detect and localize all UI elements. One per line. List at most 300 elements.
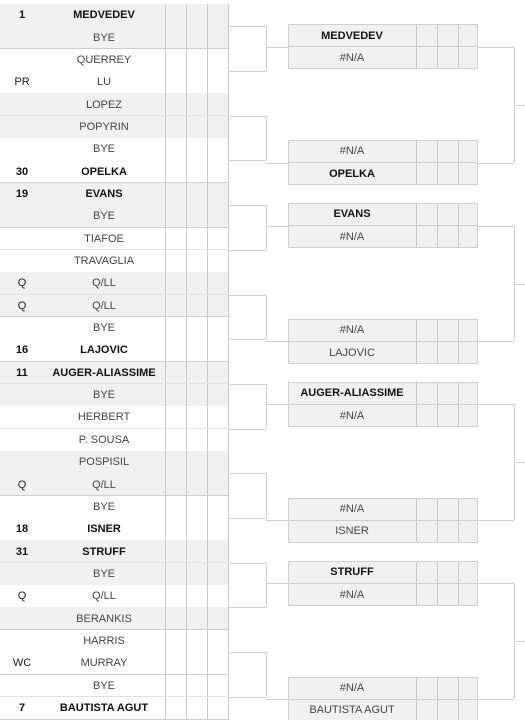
bracket-connector [266, 116, 267, 161]
bracket-connector [478, 226, 514, 227]
bracket-connector [266, 520, 288, 521]
score-cell [186, 384, 207, 406]
player-name: POPYRIN [79, 120, 129, 133]
score-cell [186, 49, 207, 71]
player-name: BYE [92, 210, 115, 223]
score-cell-border [228, 295, 249, 317]
draw-row [0, 406, 229, 428]
score-cell [165, 228, 186, 250]
score-cell [186, 339, 207, 361]
seed-label [0, 93, 44, 115]
score-cell [165, 116, 186, 138]
bracket-connector [514, 284, 525, 285]
score-cell-border [228, 406, 249, 428]
score-cell [186, 93, 207, 115]
score-cell [207, 362, 228, 384]
score-cell [186, 205, 207, 227]
player-name: HARRIS [83, 634, 125, 647]
score-cell [186, 429, 207, 451]
draw-row [0, 26, 229, 48]
bracket-connector [478, 583, 514, 584]
score-cell-border [228, 339, 249, 361]
seed-label [0, 26, 44, 48]
draw-row [0, 49, 229, 71]
bracket-connector [229, 71, 266, 72]
score-cell [186, 250, 207, 272]
score-cell [186, 116, 207, 138]
player-name: ISNER [335, 525, 369, 538]
score-cell [186, 607, 207, 629]
draw-row [0, 295, 229, 317]
score-cell [186, 26, 207, 48]
score-cell-border [228, 26, 249, 48]
match-border [288, 140, 478, 185]
player-name: BYE [92, 322, 115, 335]
draw-row [0, 697, 229, 719]
score-cell [165, 697, 186, 719]
score-cell-border [228, 250, 249, 272]
score-cell [207, 339, 228, 361]
score-cell [186, 675, 207, 697]
score-cell [186, 4, 207, 26]
bracket-connector [514, 462, 525, 463]
player-name: TIAFOE [84, 232, 124, 245]
draw-row [0, 540, 229, 562]
seed-label: 16 [15, 344, 29, 357]
player-name: Q/LL [92, 299, 116, 312]
score-cell [207, 451, 228, 473]
match-border [288, 24, 478, 69]
player-name: TRAVAGLIA [73, 255, 135, 268]
draw-row [0, 496, 229, 518]
draw-row [0, 362, 229, 384]
score-cell [165, 205, 186, 227]
score-cell [207, 93, 228, 115]
seed-label: PR [14, 76, 30, 89]
seed-label [0, 384, 44, 406]
score-cell-border [228, 272, 249, 294]
score-cell [186, 652, 207, 674]
draw-row [0, 451, 229, 473]
player-name: Q/LL [92, 590, 116, 603]
bracket-connector [478, 404, 514, 405]
score-cell [207, 272, 228, 294]
bracket-connector [478, 341, 514, 342]
score-cell [207, 585, 228, 607]
score-cell [207, 496, 228, 518]
player-name: #N/A [339, 230, 365, 243]
round2-match [288, 203, 478, 248]
player-name: P. SOUSA [78, 433, 130, 446]
seed-label [0, 451, 44, 473]
score-cell [165, 518, 186, 540]
seed-label [0, 205, 44, 227]
score-cell [207, 228, 228, 250]
score-cell-border [228, 116, 249, 138]
round2-match [288, 561, 478, 606]
score-cell [186, 540, 207, 562]
score-cell [207, 384, 228, 406]
bracket-connector [266, 205, 267, 250]
player-name: MEDVEDEV [73, 9, 135, 22]
seed-label: 18 [15, 523, 29, 536]
draw-row [0, 429, 229, 451]
score-cell [186, 697, 207, 719]
score-cell-border [228, 429, 249, 451]
bracket-connector [229, 160, 266, 161]
score-cell [207, 183, 228, 205]
player-name: LOPEZ [85, 98, 123, 111]
seed-label: Q [17, 299, 27, 312]
round2-match [288, 319, 478, 364]
draw-row [0, 630, 229, 652]
score-cell-border [228, 563, 249, 585]
bracket-connector [478, 163, 514, 164]
score-cell [165, 183, 186, 205]
bracket-connector [229, 473, 266, 474]
player-name: #N/A [339, 52, 365, 65]
seed-label: 1 [18, 9, 26, 22]
player-name: STRUFF [330, 566, 374, 578]
seed-label [0, 406, 44, 428]
score-cell-border [228, 585, 249, 607]
score-cell [207, 675, 228, 697]
player-name: EVANS [85, 187, 123, 200]
round2-match [288, 382, 478, 427]
score-cell [207, 160, 228, 182]
player-name: ISNER [87, 523, 121, 536]
score-cell [165, 563, 186, 585]
player-name: AUGER-ALIASSIME [52, 366, 156, 379]
player-name: MURRAY [80, 657, 128, 670]
draw-row [0, 228, 229, 250]
score-cell-border [228, 205, 249, 227]
score-cell [165, 451, 186, 473]
score-cell [165, 496, 186, 518]
score-cell [165, 652, 186, 674]
seed-label: 31 [15, 545, 29, 558]
match-border [288, 498, 478, 543]
score-cell [165, 362, 186, 384]
score-cell [165, 585, 186, 607]
seed-label [0, 607, 44, 629]
player-name: LAJOVIC [80, 344, 128, 357]
player-name: MEDVEDEV [321, 29, 383, 42]
score-cell [165, 250, 186, 272]
score-cell [165, 607, 186, 629]
bracket-connector [229, 607, 266, 608]
player-name: OPELKA [81, 165, 127, 178]
player-name: Q/LL [92, 478, 116, 491]
draw-row [0, 473, 229, 495]
score-cell [165, 317, 186, 339]
bracket-connector [514, 105, 525, 106]
player-name: BYE [92, 500, 115, 513]
score-cell [165, 160, 186, 182]
score-cell [186, 71, 207, 93]
player-name: BAUTISTA AGUT [309, 704, 395, 717]
draw-row [0, 138, 229, 160]
seed-label [0, 496, 44, 518]
score-cell [207, 406, 228, 428]
draw-row [0, 250, 229, 272]
bracket-connector [478, 520, 514, 521]
round2-match [288, 140, 478, 185]
score-cell [207, 429, 228, 451]
seed-label: 30 [15, 165, 29, 178]
seed-label [0, 138, 44, 160]
player-name: AUGER-ALIASSIME [300, 387, 404, 400]
round2-match [288, 498, 478, 543]
match-border [288, 319, 478, 364]
player-name: POSPISIL [78, 456, 130, 469]
bracket-connector [266, 295, 267, 340]
seed-label [0, 228, 44, 250]
score-cell-border [228, 4, 249, 26]
score-cell [165, 272, 186, 294]
score-cell [186, 518, 207, 540]
score-cell [165, 295, 186, 317]
score-cell [186, 496, 207, 518]
seed-label: 19 [15, 187, 29, 200]
player-name: BYE [92, 31, 115, 44]
score-cell [165, 675, 186, 697]
bracket-connector [229, 295, 266, 296]
score-cell [207, 26, 228, 48]
score-cell-border [228, 496, 249, 518]
seed-label [0, 317, 44, 339]
player-name: BYE [92, 679, 115, 692]
seed-label [0, 116, 44, 138]
seed-label [0, 630, 44, 652]
seed-label: 7 [18, 702, 26, 715]
bracket-connector [478, 699, 514, 700]
draw-row [0, 183, 229, 205]
score-cell [186, 183, 207, 205]
draw-row [0, 384, 229, 406]
player-name: STRUFF [82, 545, 126, 558]
score-cell [186, 362, 207, 384]
player-name: #N/A [339, 324, 365, 337]
seed-label: 11 [16, 366, 28, 379]
player-name: LAJOVIC [329, 346, 375, 359]
bracket-connector [266, 26, 267, 71]
score-cell [207, 630, 228, 652]
score-cell [186, 585, 207, 607]
bracket-connector [478, 47, 514, 48]
score-cell-border [228, 384, 249, 406]
score-cell [165, 540, 186, 562]
score-cell [186, 295, 207, 317]
score-cell [207, 652, 228, 674]
draw-row [0, 675, 229, 697]
score-cell-border [228, 630, 249, 652]
bracket-connector [266, 699, 288, 700]
bracket-connector [514, 641, 525, 642]
score-cell-border [228, 183, 249, 205]
round2-match [288, 677, 478, 720]
player-name: EVANS [333, 208, 371, 221]
draw-row [0, 585, 229, 607]
seed-label: Q [17, 277, 27, 290]
score-cell [186, 451, 207, 473]
round2-match [288, 24, 478, 69]
bracket-connector [266, 226, 288, 227]
bracket-connector [229, 339, 266, 340]
bracket-connector [266, 473, 267, 518]
score-cell [165, 93, 186, 115]
score-cell [165, 339, 186, 361]
seed-label: Q [17, 590, 27, 603]
score-cell [207, 205, 228, 227]
seed-label [0, 250, 44, 272]
bracket-connector [229, 250, 266, 251]
match-border [288, 561, 478, 606]
bracket-connector [229, 26, 266, 27]
score-cell [186, 272, 207, 294]
score-cell-border [228, 317, 249, 339]
bracket-connector [229, 563, 266, 564]
player-name: #N/A [339, 145, 365, 158]
score-cell [207, 71, 228, 93]
bracket-connector [229, 518, 266, 519]
score-cell [207, 540, 228, 562]
score-cell-border [228, 697, 249, 719]
score-cell [165, 26, 186, 48]
match-border [288, 677, 478, 720]
seed-label [0, 429, 44, 451]
seed-label [0, 675, 44, 697]
player-name: Q/LL [92, 277, 116, 290]
score-cell [207, 295, 228, 317]
score-cell [207, 473, 228, 495]
bracket-connector [229, 205, 266, 206]
bracket-connector [229, 384, 266, 385]
player-name: #N/A [339, 588, 365, 601]
score-cell [207, 607, 228, 629]
score-cell-border [228, 228, 249, 250]
score-cell [186, 160, 207, 182]
draw-row [0, 160, 229, 182]
score-cell-border [228, 652, 249, 674]
player-name: HERBERT [77, 411, 131, 424]
score-cell [186, 228, 207, 250]
score-cell-border [228, 473, 249, 495]
score-cell [207, 250, 228, 272]
draw-row [0, 563, 229, 585]
player-name: BERANKIS [76, 612, 132, 625]
seed-label: WC [12, 657, 32, 670]
draw-row [0, 4, 229, 26]
draw-row [0, 205, 229, 227]
score-cell-border [228, 362, 249, 384]
score-cell [165, 429, 186, 451]
player-name: LU [96, 76, 112, 89]
player-name: #N/A [339, 681, 365, 694]
seed-label: Q [17, 478, 27, 491]
score-cell [165, 473, 186, 495]
score-cell [207, 138, 228, 160]
score-cell [186, 138, 207, 160]
score-cell [207, 4, 228, 26]
bracket-connector [266, 163, 288, 164]
bracket-connector [266, 583, 288, 584]
player-name: #N/A [339, 502, 365, 515]
draw-row [0, 272, 229, 294]
score-cell [207, 563, 228, 585]
score-cell [207, 317, 228, 339]
draw-row [0, 93, 229, 115]
score-cell [186, 563, 207, 585]
score-cell-border [228, 93, 249, 115]
score-cell-border [228, 160, 249, 182]
score-cell [186, 630, 207, 652]
score-cell [165, 71, 186, 93]
bracket-connector [266, 404, 288, 405]
player-name: BYE [92, 143, 115, 156]
player-name: BYE [92, 567, 115, 580]
bracket-connector [266, 563, 267, 608]
score-cell-border [228, 138, 249, 160]
player-name: BYE [92, 389, 115, 402]
seed-label [0, 563, 44, 585]
draw-row [0, 116, 229, 138]
player-name: QUERREY [76, 53, 132, 66]
score-cell-border [228, 540, 249, 562]
score-cell [207, 697, 228, 719]
score-cell [186, 406, 207, 428]
score-cell [165, 49, 186, 71]
bracket-connector [266, 652, 267, 697]
player-name: BAUTISTA AGUT [59, 702, 149, 715]
score-cell-border [228, 451, 249, 473]
score-cell [165, 4, 186, 26]
bracket-connector [229, 116, 266, 117]
score-cell [165, 406, 186, 428]
score-cell [207, 518, 228, 540]
bracket-connector [266, 47, 288, 48]
score-cell [165, 138, 186, 160]
match-border [288, 382, 478, 427]
draw-row [0, 339, 229, 361]
score-cell [207, 49, 228, 71]
draw-row [0, 317, 229, 339]
bracket-connector [229, 429, 266, 430]
draw-row [0, 71, 229, 93]
score-cell-border [228, 675, 249, 697]
score-cell-border [228, 518, 249, 540]
player-name: OPELKA [329, 167, 375, 180]
bracket-connector [229, 652, 266, 653]
bracket-connector [266, 384, 267, 429]
bracket-connector [266, 341, 288, 342]
score-cell-border [228, 607, 249, 629]
score-cell [165, 384, 186, 406]
score-cell [186, 317, 207, 339]
score-cell-border [228, 49, 249, 71]
seed-label [0, 49, 44, 71]
player-name: #N/A [339, 409, 365, 422]
bracket-connector [229, 697, 266, 698]
score-cell [165, 630, 186, 652]
score-cell [207, 116, 228, 138]
draw-row [0, 652, 229, 674]
draw-row [0, 607, 229, 629]
draw-row [0, 518, 229, 540]
match-border [288, 203, 478, 248]
score-cell-border [228, 71, 249, 93]
score-cell [186, 473, 207, 495]
